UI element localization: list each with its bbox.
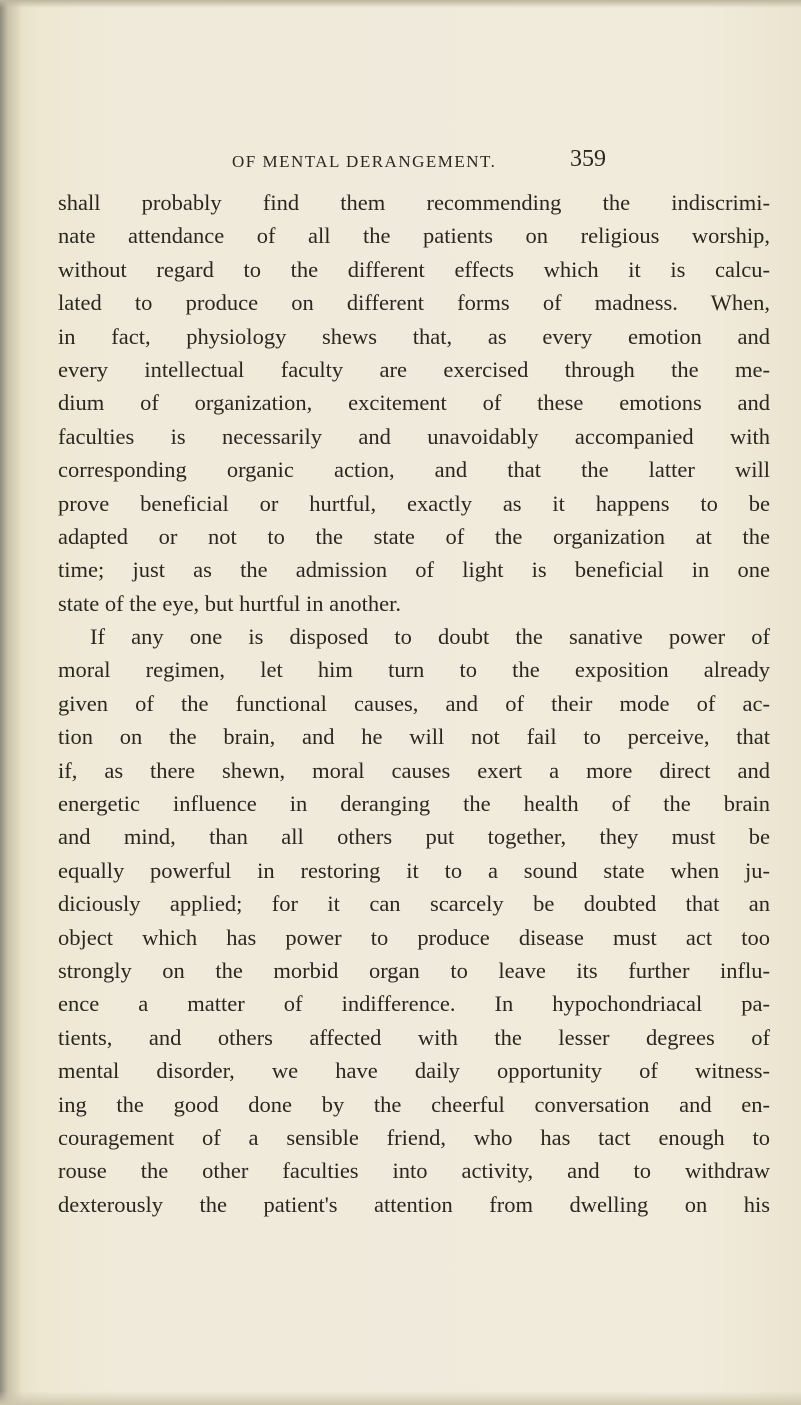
text-line: couragement of a sensible friend, who has tact enough to bbox=[58, 1124, 770, 1150]
text-line: equally powerful in restoring it to a sound state when ju- bbox=[58, 857, 770, 883]
text-line: given of the functional causes, and of their mode of ac- bbox=[58, 690, 770, 716]
text-line: strongly on the morbid organ to leave its further influ- bbox=[58, 957, 770, 983]
text-line: if, as there shewn, moral causes exert a more direct and bbox=[58, 757, 770, 783]
page-header bbox=[232, 146, 632, 180]
text-line: without regard to the different effects which it is calcu- bbox=[58, 256, 770, 282]
text-line: nate attendance of all the patients on religious worship, bbox=[58, 223, 770, 249]
text-line: in fact, physiology shews that, as every emotion and bbox=[58, 323, 770, 349]
text-line: adapted or not to the state of the organization at the bbox=[58, 523, 770, 549]
page-bottom-edge bbox=[0, 1391, 801, 1405]
text-line: lated to produce on different forms of madness. When, bbox=[58, 290, 770, 316]
text-line: faculties is necessarily and unavoidably accompanied with bbox=[58, 423, 770, 449]
text-line: and mind, than all others put together, they must be bbox=[58, 824, 770, 850]
text-line: prove beneficial or hurtful, exactly as it happens to be bbox=[58, 490, 770, 516]
text-line: tion on the brain, and he will not fail to perceive, that bbox=[58, 724, 770, 750]
text-line: ing the good done by the cheerful conversation and en- bbox=[58, 1091, 770, 1117]
paragraph-end-line: state of the eye, but hurtful in another. bbox=[58, 590, 402, 616]
text-line: every intellectual faculty are exercised through the me- bbox=[58, 356, 770, 382]
page-number: 359 bbox=[570, 146, 606, 172]
text-line: corresponding organic action, and that the latter will bbox=[58, 457, 770, 483]
text-line: time; just as the admission of light is beneficial in one bbox=[58, 557, 770, 583]
page-top-edge bbox=[0, 0, 801, 8]
text-line: diciously applied; for it can scarcely be doubted that an bbox=[58, 891, 770, 917]
text-line: energetic influence in deranging the health of the brain bbox=[58, 791, 770, 817]
text-line: rouse the other faculties into activity, and to withdraw bbox=[58, 1158, 770, 1184]
text-line: dexterously the patient's attention from dwelling on his bbox=[58, 1191, 770, 1217]
page-gutter-shadow bbox=[0, 0, 22, 1405]
text-line: object which has power to produce disease must act too bbox=[58, 924, 770, 950]
body-text bbox=[58, 186, 770, 1221]
text-line: tients, and others affected with the lesser degrees of bbox=[58, 1024, 770, 1050]
text-line: shall probably find them recommending the indiscrimi- bbox=[58, 190, 770, 215]
paragraph-start-line: If any one is disposed to doubt the sanative power of bbox=[90, 624, 770, 650]
text-line: mental disorder, we have daily opportunity of witness- bbox=[58, 1058, 770, 1084]
text-line: moral regimen, let him turn to the exposition already bbox=[58, 657, 770, 683]
text-line: ence a matter of indifference. In hypochondriacal pa- bbox=[58, 991, 770, 1017]
running-head: OF MENTAL DERANGEMENT. bbox=[232, 152, 497, 171]
text-line: dium of organization, excitement of these emotions and bbox=[58, 390, 770, 416]
